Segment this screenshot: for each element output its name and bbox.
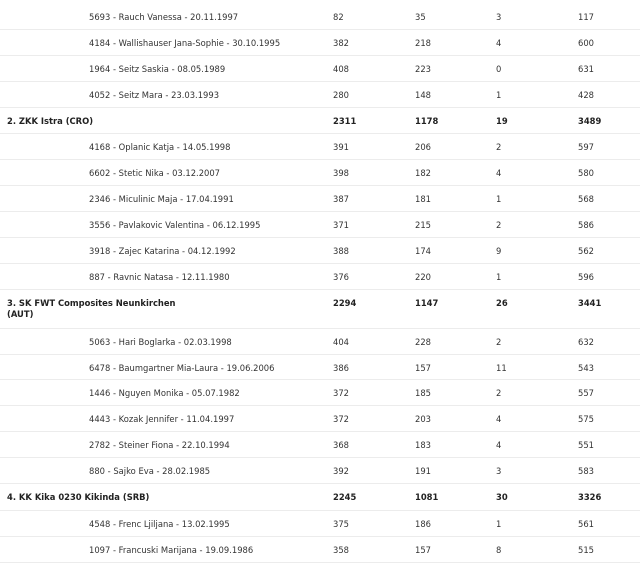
value-3-cell: 19 [496,115,508,126]
value-1-cell: 386 [333,362,349,373]
player-row [0,380,640,406]
value-1-cell: 2294 [333,297,357,308]
results-table [0,4,640,563]
player-row [0,238,640,264]
value-1-cell: 358 [333,544,349,555]
name-cell: 2346 - Miculinic Maja - 17.04.1991 [89,194,234,205]
total-cell: 596 [578,271,594,282]
value-3-cell: 1 [496,89,502,100]
total-cell: 3441 [578,297,602,308]
value-1-cell: 280 [333,89,349,100]
value-3-cell: 2 [496,388,502,399]
name-cell: 5063 - Hari Boglarka - 02.03.1998 [89,336,232,347]
total-cell: 575 [578,414,594,425]
player-row [0,186,640,212]
name-cell: 2. ZKK Istra (CRO) [7,115,94,126]
value-2-cell: 220 [415,271,431,282]
name-cell: 4443 - Kozak Jennifer - 11.04.1997 [89,414,235,425]
value-3-cell: 11 [496,362,507,373]
value-1-cell: 372 [333,414,349,425]
total-cell: 597 [578,142,594,153]
value-2-cell: 1178 [415,115,439,126]
total-cell: 583 [578,466,594,477]
value-1-cell: 371 [333,220,349,231]
value-3-cell: 4 [496,37,502,48]
player-row [0,329,640,355]
total-cell: 586 [578,220,594,231]
value-2-cell: 185 [415,388,431,399]
player-row [0,511,640,537]
total-cell: 551 [578,440,594,451]
value-2-cell: 1147 [415,297,439,308]
value-2-cell: 1081 [415,492,439,503]
value-3-cell: 4 [496,440,502,451]
player-row [0,212,640,238]
value-1-cell: 2311 [333,115,357,126]
value-1-cell: 376 [333,271,349,282]
name-cell: 3918 - Zajec Katarina - 04.12.1992 [89,245,236,256]
value-2-cell: 35 [415,12,426,22]
value-1-cell: 398 [333,168,349,179]
team-row [0,290,640,329]
name-cell: 6602 - Stetic Nika - 03.12.2007 [89,168,221,179]
value-2-cell: 157 [415,362,431,373]
name-cell: 1097 - Francuski Marijana - 19.09.1986 [89,544,254,555]
value-3-cell: 3 [496,12,502,22]
name-cell: 4184 - Wallishauser Jana-Sophie - 30.10.1995 [89,37,281,48]
value-1-cell: 382 [333,37,349,48]
value-2-cell: 148 [415,89,431,100]
team-row [0,108,640,135]
name-cell: 6478 - Baumgartner Mia-Laura - 19.06.2006 [89,362,275,373]
total-cell: 3489 [578,115,602,126]
name-cell: 5693 - Rauch Vanessa - 20.11.1997 [89,12,239,22]
player-row [0,432,640,458]
value-1-cell: 375 [333,518,349,529]
player-row [0,82,640,108]
value-1-cell: 388 [333,245,349,256]
value-3-cell: 26 [496,297,508,308]
value-2-cell: 181 [415,194,431,205]
value-2-cell: 186 [415,518,431,529]
value-1-cell: 387 [333,194,349,205]
total-cell: 3326 [578,492,602,503]
value-3-cell: 0 [496,63,502,74]
value-3-cell: 9 [496,245,502,256]
player-row [0,355,640,381]
value-1-cell: 368 [333,440,349,451]
value-2-cell: 228 [415,336,431,347]
value-3-cell: 1 [496,194,502,205]
name-cell: 4052 - Seitz Mara - 23.03.1993 [89,89,220,100]
value-2-cell: 206 [415,142,431,153]
value-3-cell: 2 [496,336,502,347]
player-row [0,264,640,290]
name-cell: 4168 - Oplanic Katja - 14.05.1998 [89,142,231,153]
total-cell: 515 [578,544,594,555]
name-cell: 2782 - Steiner Fiona - 22.10.1994 [89,440,230,451]
total-cell: 568 [578,194,594,205]
value-3-cell: 2 [496,220,502,231]
value-2-cell: 183 [415,440,431,451]
name-cell: 3. SK FWT Composites Neunkirchen (AUT) [7,297,176,319]
player-row [0,56,640,82]
value-2-cell: 223 [415,63,431,74]
player-row [0,134,640,160]
value-2-cell: 215 [415,220,431,231]
value-3-cell: 1 [496,518,502,529]
value-3-cell: 1 [496,271,502,282]
value-1-cell: 408 [333,63,349,74]
player-row [0,458,640,484]
value-2-cell: 203 [415,414,431,425]
name-cell: 4548 - Frenc Ljiljana - 13.02.1995 [89,518,230,529]
name-cell: 1446 - Nguyen Monika - 05.07.1982 [89,388,240,399]
value-3-cell: 3 [496,466,502,477]
value-3-cell: 4 [496,414,502,425]
value-1-cell: 372 [333,388,349,399]
value-3-cell: 8 [496,544,502,555]
value-2-cell: 182 [415,168,431,179]
player-row [0,537,640,563]
value-2-cell: 191 [415,466,431,477]
name-cell: 3556 - Pavlakovic Valentina - 06.12.1995 [89,220,261,231]
total-cell: 117 [578,12,594,22]
player-row [0,4,640,30]
value-3-cell: 30 [496,492,508,503]
player-row [0,406,640,432]
total-cell: 543 [578,362,594,373]
value-1-cell: 392 [333,466,349,477]
value-1-cell: 404 [333,336,349,347]
name-cell: 880 - Sajko Eva - 28.02.1985 [89,466,211,477]
value-2-cell: 157 [415,544,431,555]
value-2-cell: 218 [415,37,431,48]
value-3-cell: 2 [496,142,502,153]
name-cell: 887 - Ravnic Natasa - 12.11.1980 [89,271,230,282]
name-cell: 1964 - Seitz Saskia - 08.05.1989 [89,63,226,74]
total-cell: 557 [578,388,594,399]
value-1-cell: 2245 [333,492,357,503]
player-row [0,160,640,186]
total-cell: 561 [578,518,594,529]
value-3-cell: 4 [496,168,502,179]
player-row [0,30,640,56]
total-cell: 562 [578,245,594,256]
value-2-cell: 174 [415,245,431,256]
total-cell: 600 [578,37,594,48]
total-cell: 580 [578,168,594,179]
total-cell: 631 [578,63,594,74]
team-row [0,484,640,511]
name-cell: 4. KK Kika 0230 Kikinda (SRB) [7,492,150,503]
total-cell: 428 [578,89,594,100]
value-1-cell: 82 [333,12,344,22]
value-1-cell: 391 [333,142,349,153]
total-cell: 632 [578,336,594,347]
